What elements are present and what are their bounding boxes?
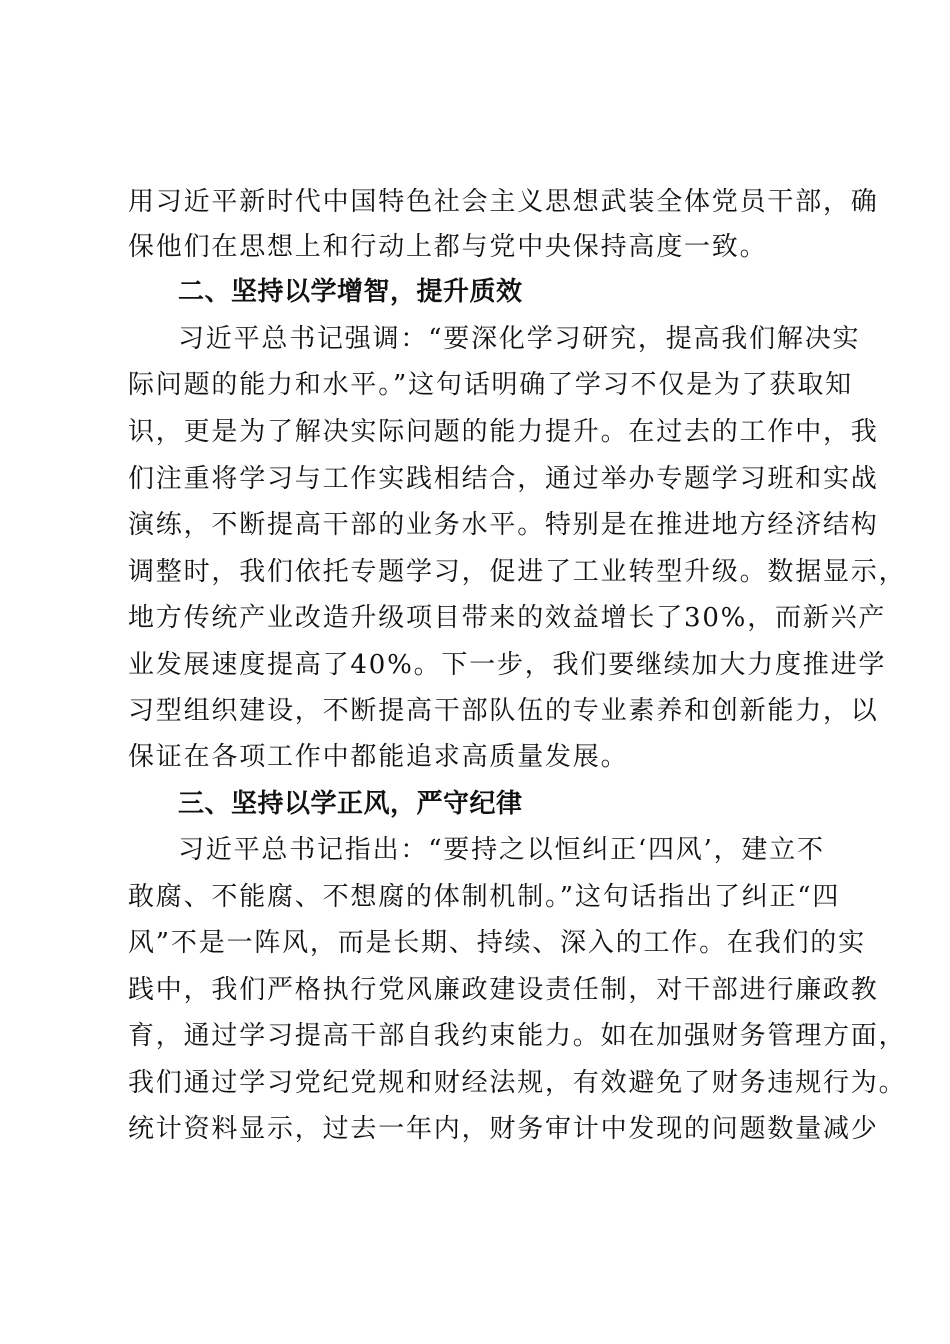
- paragraph-line: 育，通过学习提高干部自我约束能力。如在加强财务管理方面，: [128, 1021, 907, 1051]
- paragraph-line: 习近平总书记指出：“要持之以恒纠正‘四风’，建立不: [178, 835, 825, 865]
- paragraph-line: 保证在各项工作中都能追求高质量发展。: [128, 742, 629, 772]
- paragraph-line: 习型组织建设，不断提高干部队伍的专业素养和创新能力，以: [128, 696, 879, 726]
- section-heading-3: 三、坚持以学正风，严守纪律: [178, 789, 523, 819]
- paragraph-line: 用习近平新时代中国特色社会主义思想武装全体党员干部，确: [128, 187, 879, 217]
- paragraph-line: 演练，不断提高干部的业务水平。特别是在推进地方经济结构: [128, 510, 879, 540]
- paragraph-line: 风”不是一阵风，而是长期、持续、深入的工作。在我们的实: [128, 928, 866, 958]
- paragraph-line: 敢腐、不能腐、不想腐的体制机制。”这句话指出了纠正“四: [128, 882, 841, 912]
- paragraph-line: 业发展速度提高了40%。下一步，我们要继续加大力度推进学: [128, 650, 887, 680]
- paragraph-line: 践中，我们严格执行党风廉政建设责任制，对干部进行廉政教: [128, 975, 879, 1005]
- paragraph-line: 识，更是为了解决实际问题的能力提升。在过去的工作中，我: [128, 417, 879, 447]
- paragraph-line: 我们通过学习党纪党规和财经法规，有效避免了财务违规行为。: [128, 1068, 907, 1098]
- paragraph-line: 统计资料显示，过去一年内，财务审计中发现的问题数量减少: [128, 1114, 879, 1144]
- paragraph-line: 地方传统产业改造升级项目带来的效益增长了30%，而新兴产: [128, 603, 887, 633]
- paragraph-line: 保他们在思想上和行动上都与党中央保持高度一致。: [128, 232, 768, 262]
- paragraph-line: 们注重将学习与工作实践相结合，通过举办专题学习班和实战: [128, 464, 879, 494]
- paragraph-line: 际问题的能力和水平。”这句话明确了学习不仅是为了获取知: [128, 370, 853, 400]
- section-heading-2: 二、坚持以学增智，提升质效: [178, 277, 523, 307]
- paragraph-line: 调整时，我们依托专题学习，促进了工业转型升级。数据显示，: [128, 557, 907, 587]
- paragraph-line: 习近平总书记强调：“要深化学习研究，提高我们解决实: [178, 324, 861, 354]
